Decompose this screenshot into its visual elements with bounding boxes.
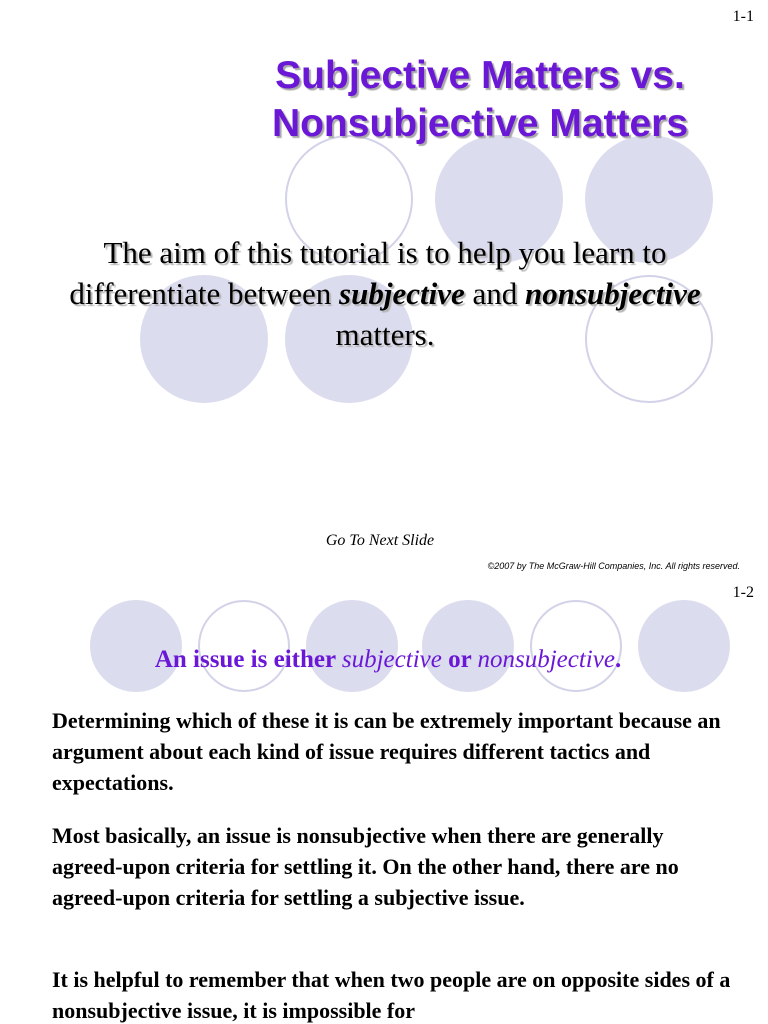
issue-term-subjective: subjective [341, 646, 442, 673]
issue-heading [0, 646, 768, 674]
slide-2 [0, 582, 768, 1024]
aim-text: matters. [335, 317, 435, 352]
aim-text: The aim of this tutorial is to help you learn to differentiate between [69, 235, 667, 311]
aim-text: and [464, 276, 525, 311]
aim-term-nonsubjective: nonsubjective [524, 276, 701, 311]
body-paragraph: Most basically, an issue is nonsubjective when there are generally agreed-upon criteria for settling it. On the other hand, there are no agreed-upon criteria for settling a subjective issue. [52, 823, 679, 910]
slide-number: 1-2 [732, 584, 754, 601]
issue-text: An issue is either [154, 646, 342, 673]
slide-number: 1-1 [732, 8, 754, 25]
next-slide-link[interactable]: Go To Next Slide [325, 532, 435, 549]
issue-text: . [614, 646, 622, 673]
slide-title-line: Nonsubjective Matters [271, 102, 689, 145]
slide-title-line: Subjective Matters vs. [275, 54, 685, 97]
aim-term-subjective: subjective [339, 276, 465, 311]
body-paragraph: Determining which of these it is can be extremely important because an argument about each kind of issue requires different tactics and expectations. [52, 708, 721, 795]
issue-text: or [441, 646, 478, 673]
copyright-notice: ©2007 by The McGraw-Hill Companies, Inc. All rights reserved. [487, 561, 740, 571]
body-paragraph: It is helpful to remember that when two people are on opposite sides of a nonsubjective issue, it is impossible for [52, 967, 731, 1023]
slide-title [180, 52, 768, 148]
tutorial-aim [40, 232, 730, 355]
issue-term-nonsubjective: nonsubjective [477, 646, 615, 673]
